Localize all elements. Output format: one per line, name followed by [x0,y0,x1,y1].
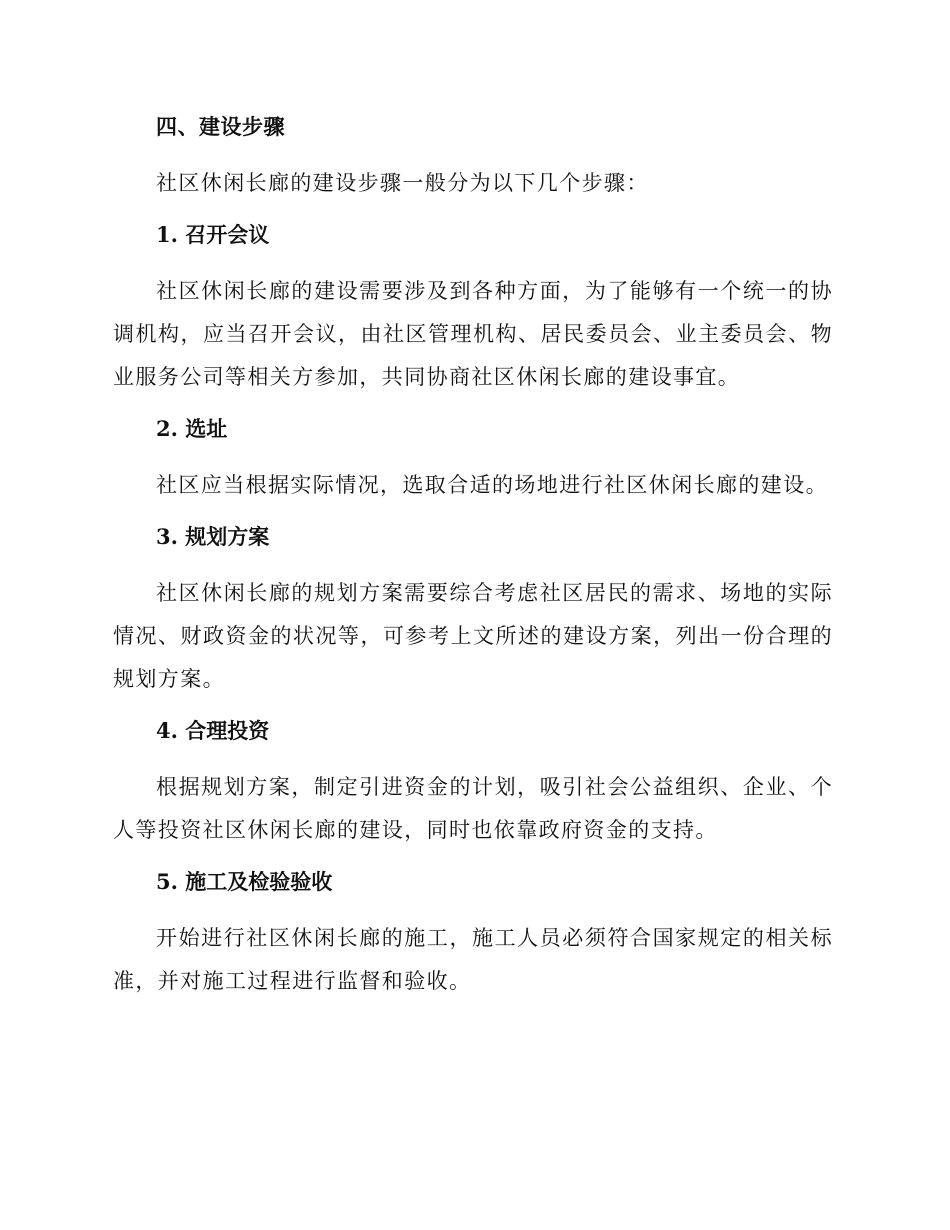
step-3-heading: 3. 规划方案 [156,524,270,549]
section-intro: 社区休闲长廊的建设步骤一般分为以下几个步骤： [156,171,649,195]
step-5-text: 开始进行社区休闲长廊的施工，施工人员必须符合国家规定的相关标准，并对施工过程进行监督和验收。 [113,926,833,993]
step-2-text: 社区应当根据实际情况，选取合适的场地进行社区休闲长廊的建设。 [156,473,828,497]
step-4-text: 根据规划方案，制定引进资金的计划，吸引社会公益组织、企业、个人等投资社区休闲长廊的建设，同时也依靠政府资金的支持。 [113,775,833,842]
step-5-heading: 5. 施工及检验验收 [156,869,333,894]
document-body [113,108,833,1014]
step-2-heading: 2. 选址 [156,416,228,441]
step-3-text: 社区休闲长廊的规划方案需要综合考虑社区居民的需求、场地的实际情况、财政资金的状况等，可参考上文所述的建设方案，列出一份合理的规划方案。 [113,581,833,691]
step-1-heading: 1. 召开会议 [156,222,270,247]
step-4-heading: 4. 合理投资 [156,718,270,743]
section-title: 四、建设步骤 [156,114,285,139]
step-1-text: 社区休闲长廊的建设需要涉及到各种方面，为了能够有一个统一的协调机构，应当召开会议，由社区管理机构、居民委员会、业主委员会、物业服务公司等相关方参加，共同协商社区休闲长廊的建设事宜。 [113,279,833,389]
